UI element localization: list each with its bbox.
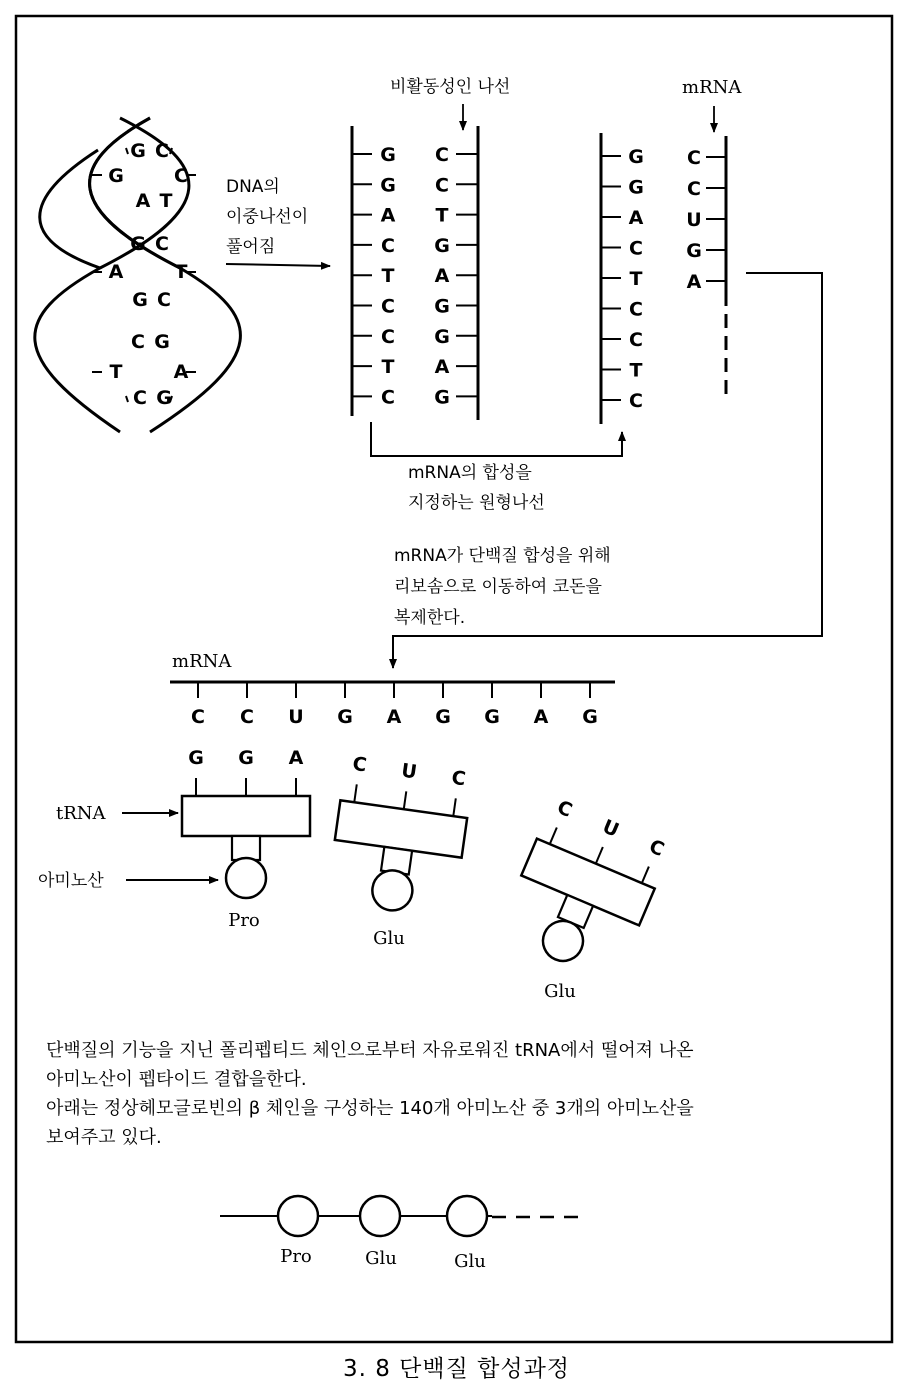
helix-base-left: C xyxy=(133,387,147,409)
helix-base-right: C xyxy=(155,233,169,255)
trna-anticodon-base: U xyxy=(399,759,419,784)
amino-acid-label: Pro xyxy=(228,910,260,931)
peptide-chain xyxy=(278,1196,487,1272)
mrna-base: A xyxy=(686,271,702,293)
dna-left-base: A xyxy=(380,204,396,227)
trna-molecules xyxy=(182,747,674,1002)
dna-left-base: T xyxy=(381,265,395,288)
mrna-codon-base: C xyxy=(240,706,254,728)
peptide-amino-circle xyxy=(447,1196,487,1236)
dna-left-base: G xyxy=(380,144,396,166)
helix-tick xyxy=(126,148,128,154)
mrna-codon-base: G xyxy=(582,706,598,728)
helix-base-right: T xyxy=(174,261,188,283)
trna-anticodon-tick xyxy=(404,791,407,809)
unwind-label-line-1: DNA의 xyxy=(226,177,280,197)
mrna-base: C xyxy=(687,147,701,169)
trna-anticodon-tick xyxy=(596,847,603,864)
unwind-label-line-3: 풀어짐 xyxy=(226,237,276,257)
mrna-label-bottom: mRNA xyxy=(172,651,232,672)
paragraph-line-4: 보여주고 있다. xyxy=(46,1127,162,1148)
helix-base-left: T xyxy=(109,361,123,383)
mrna-base: C xyxy=(687,178,701,200)
trna-anticodon-tick xyxy=(642,867,649,884)
trna-anticodon-base: C xyxy=(645,835,668,861)
trna-anticodon-tick xyxy=(354,784,357,802)
amino-acid-label: Glu xyxy=(544,981,576,1002)
mrna-codon-base: G xyxy=(484,706,500,728)
figure-caption: 3. 8 단백질 합성과정 xyxy=(342,1356,571,1382)
dna-right-strand xyxy=(434,144,478,408)
mrna-base: G xyxy=(686,240,702,262)
mrna-label-top: mRNA xyxy=(682,77,742,98)
dna-right-base: A xyxy=(434,356,450,379)
helix-base-right: A xyxy=(173,361,189,383)
unwind-label-line-2: 이중나선이 xyxy=(226,207,309,227)
ribosome-note-line-1: mRNA가 단백질 합성을 위해 xyxy=(394,546,611,566)
dna-left-strand xyxy=(352,144,396,408)
dna-left-base: C xyxy=(381,325,395,348)
template-base: G xyxy=(628,146,644,168)
paragraph-line-1: 단백질의 기능을 지닌 폴리펩티드 체인으로부터 자유로워진 tRNA에서 떨어져 나온 xyxy=(46,1040,694,1061)
helix-base-right: C xyxy=(174,165,188,187)
trna-anticodon-base: C xyxy=(351,752,368,777)
template-label-line-2: 지정하는 원형나선 xyxy=(408,493,545,513)
peptide-amino-label: Glu xyxy=(454,1251,486,1272)
trna-anticodon-base: C xyxy=(553,796,576,822)
dna-right-base: G xyxy=(434,325,450,348)
trna-anticodon-base: U xyxy=(599,815,623,842)
mrna-strand xyxy=(686,147,726,293)
mrna-codon-base: G xyxy=(337,706,353,728)
trna-anticodon-base: G xyxy=(238,747,254,769)
dna-right-base: T xyxy=(435,204,449,227)
dna-left-base: T xyxy=(381,356,395,379)
helix-base-left: G xyxy=(108,165,124,187)
amino-label: 아미노산 xyxy=(38,871,104,891)
amino-acid-label: Glu xyxy=(373,928,405,949)
mrna-codon-base: U xyxy=(288,706,304,728)
template-strand xyxy=(601,146,644,412)
template-base: C xyxy=(629,237,643,260)
dna-left-base: C xyxy=(381,295,395,318)
explanation-paragraph xyxy=(46,1036,876,1152)
helix-base-left: G xyxy=(130,233,146,255)
unwind-arrow xyxy=(226,264,330,266)
dna-right-base: C xyxy=(435,144,449,166)
helix-base-right: T xyxy=(159,190,173,212)
dna-right-base: C xyxy=(435,174,449,197)
mrna-codon-base: G xyxy=(435,706,451,728)
template-base: T xyxy=(629,268,643,290)
trna-body xyxy=(182,796,310,836)
helix-base-right: C xyxy=(155,140,169,162)
dna-right-base: G xyxy=(434,386,450,409)
trna-molecule xyxy=(326,752,474,919)
amino-acid-circle xyxy=(226,858,266,898)
template-base: T xyxy=(629,359,643,382)
inactive-strand-label: 비활동성인 나선 xyxy=(390,77,511,97)
helix-base-right: C xyxy=(157,289,171,311)
trna-label: tRNA xyxy=(56,803,106,824)
trna-anticodon-base: A xyxy=(288,747,304,769)
template-base: A xyxy=(628,207,644,229)
template-base: C xyxy=(629,329,643,351)
peptide-amino-label: Pro xyxy=(280,1246,312,1267)
mrna-codons xyxy=(191,682,598,728)
mrna-codon-base: A xyxy=(386,706,402,728)
paragraph-line-3: 아래는 정상헤모글로빈의 β 체인을 구성하는 140개 아미노산 중 3개의 아미노산을 xyxy=(46,1098,694,1119)
helix-tick xyxy=(126,396,128,402)
dna-left-base: C xyxy=(381,386,395,409)
mrna-codon-base: C xyxy=(191,706,205,728)
dna-right-base: G xyxy=(434,295,450,318)
template-label-line-1: mRNA의 합성을 xyxy=(408,463,532,483)
trna-anticodon-tick xyxy=(453,798,456,816)
ribosome-note-line-3: 복제한다. xyxy=(394,608,466,628)
trna-stem xyxy=(232,836,260,860)
paragraph-line-2: 아미노산이 펩타이드 결합을한다. xyxy=(46,1069,307,1090)
dna-left-base: G xyxy=(380,174,396,197)
peptide-amino-circle xyxy=(278,1196,318,1236)
dna-double-helix xyxy=(35,118,241,432)
mrna-codon-base: A xyxy=(533,706,549,728)
trna-anticodon-tick xyxy=(550,827,557,844)
dna-right-base: G xyxy=(434,234,450,257)
peptide-amino-circle xyxy=(360,1196,400,1236)
helix-base-left: C xyxy=(131,331,145,353)
helix-base-left: A xyxy=(135,190,151,212)
template-base: C xyxy=(629,390,643,412)
helix-base-letters xyxy=(108,140,188,409)
template-base: C xyxy=(629,298,643,321)
helix-base-left: A xyxy=(108,261,124,283)
trna-molecule xyxy=(496,793,674,984)
trna-molecule xyxy=(182,747,310,898)
mrna-base: U xyxy=(686,209,702,231)
trna-anticodon-base: G xyxy=(188,747,204,769)
trna-anticodon-base: C xyxy=(450,766,468,791)
helix-base-left: G xyxy=(130,140,146,162)
helix-base-right: G xyxy=(154,331,170,353)
ribosome-note-line-2: 리보솜으로 이동하여 코돈을 xyxy=(394,577,602,597)
template-base: G xyxy=(628,176,644,199)
peptide-amino-label: Glu xyxy=(365,1248,397,1269)
helix-base-right: G xyxy=(156,387,172,409)
dna-right-base: A xyxy=(434,265,450,288)
helix-base-left: G xyxy=(132,289,148,311)
dna-left-base: C xyxy=(381,234,395,257)
template-bracket xyxy=(371,422,622,456)
